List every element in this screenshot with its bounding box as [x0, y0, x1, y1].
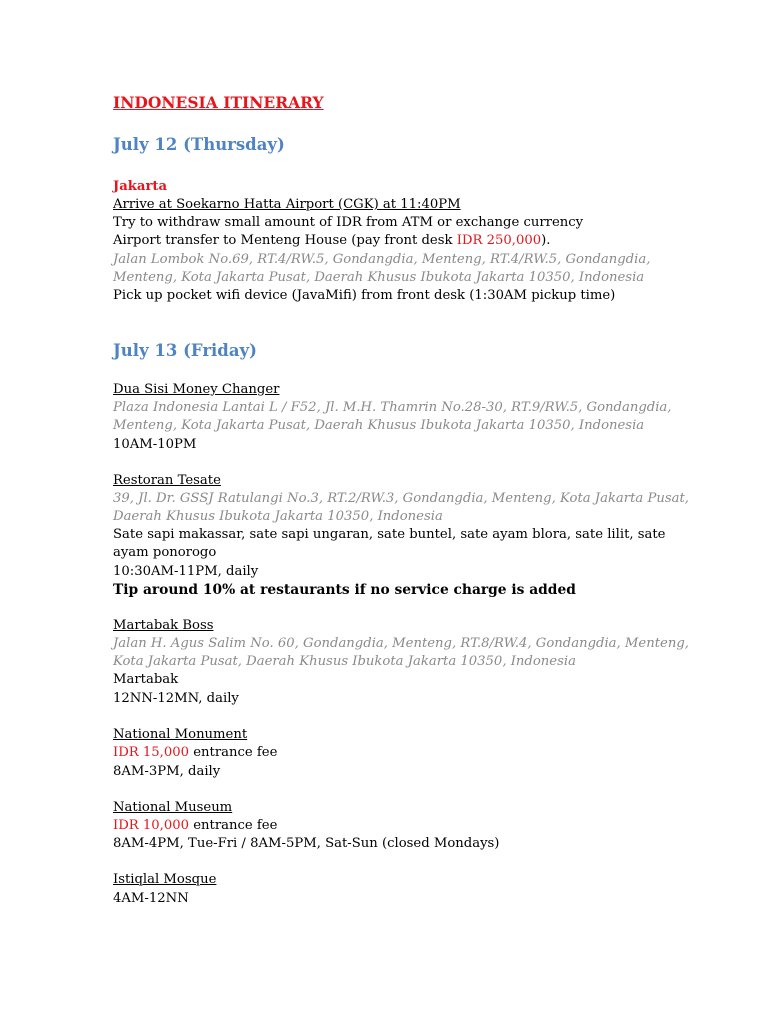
museum-fee-amount: IDR 10,000	[113, 818, 190, 833]
house-address-line-1: Jalan Lombok No.69, RT.4/RW.5, Gondangdia, Menteng, RT.4/RW.5, Gondangdia,	[113, 252, 651, 267]
document-title: INDONESIA ITINERARY	[113, 93, 324, 112]
withdraw-line: Try to withdraw small amount of IDR from ATM or exchange currency	[113, 215, 584, 230]
tip-note: Tip around 10% at restaurants if no service charge is added	[113, 582, 576, 598]
transfer-amount: IDR 250,000	[456, 233, 542, 248]
arrival-line: Arrive at Soekarno Hatta Airport (CGK) at 11:40PM	[113, 197, 461, 212]
monument-fee-line	[113, 744, 277, 762]
martabak-address-1: Jalan H. Agus Salim No. 60, Gondangdia, Menteng, RT.8/RW.4, Gondangdia, Menteng,	[113, 636, 689, 651]
museum-hours: 8AM-4PM, Tue-Fri / 8AM-5PM, Sat-Sun (closed Mondays)	[113, 836, 500, 851]
tesate-menu-1: Sate sapi makassar, sate sapi ungaran, sate buntel, sate ayam blora, sate lilit, sate	[113, 527, 666, 542]
monument-name: National Monument	[113, 727, 248, 742]
museum-fee-line	[113, 817, 277, 835]
museum-fee-label: entrance fee	[189, 818, 278, 833]
martabak-hours: 12NN-12MN, daily	[113, 691, 239, 706]
tesate-menu-2: ayam ponorogo	[113, 545, 217, 560]
tesate-address-2: Daerah Khusus Ibukota Jakarta 10350, Indonesia	[113, 509, 443, 524]
city-heading: Jakarta	[113, 179, 168, 194]
tesate-hours: 10:30AM-11PM, daily	[113, 564, 259, 579]
money-changer-address-2: Menteng, Kota Jakarta Pusat, Daerah Khusus Ibukota Jakarta 10350, Indonesia	[113, 418, 645, 433]
monument-fee-amount: IDR 15,000	[113, 745, 190, 760]
transfer-text: Airport transfer to Menteng House (pay front desk	[113, 233, 457, 248]
day-heading-july-13: July 13 (Friday)	[113, 341, 257, 360]
mosque-name: Istiqlal Mosque	[113, 872, 217, 887]
tesate-name: Restoran Tesate	[113, 473, 221, 488]
transfer-line	[113, 232, 550, 250]
museum-name: National Museum	[113, 800, 233, 815]
martabak-menu: Martabak	[113, 672, 179, 687]
martabak-name: Martabak Boss	[113, 618, 214, 633]
wifi-pickup-line: Pick up pocket wifi device (JavaMifi) from front desk (1:30AM pickup time)	[113, 288, 616, 303]
monument-fee-label: entrance fee	[189, 745, 278, 760]
monument-hours: 8AM-3PM, daily	[113, 764, 221, 779]
money-changer-address-1: Plaza Indonesia Lantai L / F52, Jl. M.H. Thamrin No.28-30, RT.9/RW.5, Gondangdia,	[113, 400, 672, 415]
money-changer-hours: 10AM-10PM	[113, 437, 197, 452]
house-address-line-2: Menteng, Kota Jakarta Pusat, Daerah Khusus Ibukota Jakarta 10350, Indonesia	[113, 270, 645, 285]
transfer-close: ).	[541, 233, 551, 248]
martabak-address-2: Kota Jakarta Pusat, Daerah Khusus Ibukota Jakarta 10350, Indonesia	[113, 654, 576, 669]
tesate-address-1: 39, Jl. Dr. GSSJ Ratulangi No.3, RT.2/RW.3, Gondangdia, Menteng, Kota Jakarta Pusat,	[113, 491, 689, 506]
mosque-hours: 4AM-12NN	[113, 891, 189, 906]
day-heading-july-12: July 12 (Thursday)	[113, 135, 285, 154]
money-changer-name: Dua Sisi Money Changer	[113, 382, 280, 397]
